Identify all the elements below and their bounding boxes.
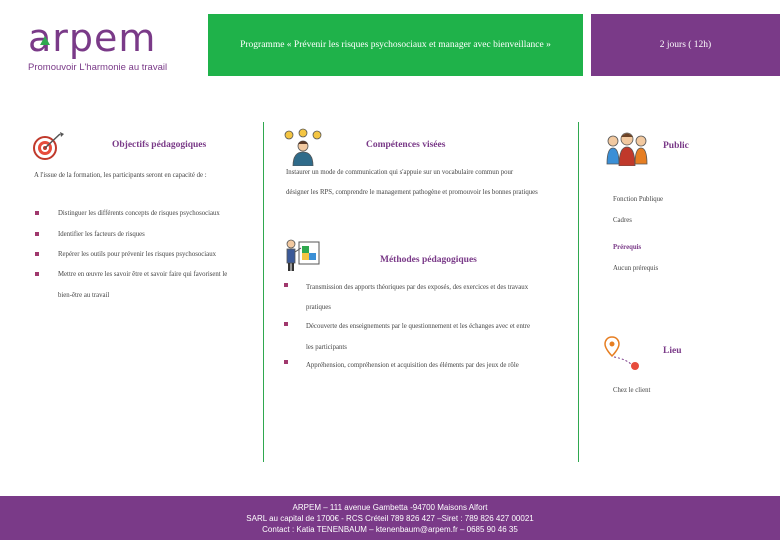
programme-banner — [208, 14, 583, 76]
programme-title: Programme « Prévenir les risques psychosociaux et manager avec bienveillance » — [240, 40, 551, 50]
duration-text: 2 jours ( 12h) — [659, 40, 712, 50]
objectif-item: Mettre en œuvre les savoir être et savoir faire qui favorisent le — [58, 271, 228, 278]
column-divider-right — [578, 122, 579, 462]
footer-address: ARPEM – 111 avenue Gambetta -94700 Maisons Alfort — [292, 503, 488, 512]
prerequis-value: Aucun prérequis — [613, 265, 659, 272]
location-pin-icon — [604, 335, 648, 371]
duration-banner — [591, 14, 780, 76]
column-divider-left — [263, 122, 264, 462]
objectifs-intro: A l'issue de la formation, les participants seront en capacité de : — [34, 172, 207, 179]
methodes-title: Méthodes pédagogiques — [380, 255, 477, 265]
public-title: Public — [663, 141, 689, 151]
objectifs-title: Objectifs pédagogiques — [112, 140, 207, 150]
methode-item-line-1: Appréhension, compréhension et acquisition des éléments par des jeux de rôle — [306, 362, 519, 369]
bullet — [35, 211, 39, 215]
person-ideas-icon — [283, 128, 323, 166]
methode-item-line-2: les participants — [306, 344, 347, 351]
lieu-title: Lieu — [663, 346, 682, 356]
objectif-item: Identifier les facteurs de risques — [58, 231, 145, 238]
objectif-item: Distinguer les différents concepts de risques psychosociaux — [58, 210, 220, 217]
competences-title: Compétences visées — [366, 140, 446, 150]
footer-company-info: SARL au capital de 1700€ - RCS Créteil 789 826 427 –Siret : 789 826 427 00021 — [246, 514, 534, 523]
lieu-value: Chez le client — [613, 387, 651, 394]
tagline: Promouvoir L'harmonie au travail — [28, 62, 168, 73]
competences-line-2: désigner les RPS, comprendre le management pathogène et promouvoir les bonnes pratiques — [286, 189, 538, 196]
bullet — [284, 322, 288, 326]
objectif-item-continuation: bien-être au travail — [58, 292, 110, 299]
bullet — [284, 360, 288, 364]
target-icon — [31, 131, 65, 161]
methode-item-line-1: Découverte des enseignements par le questionnement et les échanges avec et entre — [306, 323, 531, 330]
teaching-board-icon — [283, 238, 321, 272]
arpem-logo — [28, 16, 168, 62]
bullet — [284, 283, 288, 287]
group-people-icon — [604, 130, 650, 166]
public-item: Fonction Publique — [613, 196, 664, 203]
bullet — [35, 252, 39, 256]
methode-item-line-1: Transmission des apports théoriques par des exposés, des exercices et des travaux — [306, 284, 529, 291]
footer — [0, 496, 780, 540]
competences-line-1: Instaurer un mode de communication qui s'appuie sur un vocabulaire commun pour — [286, 169, 514, 176]
objectif-item: Repérer les outils pour prévenir les risques psychosociaux — [58, 251, 216, 258]
logo-triangle-icon — [40, 36, 50, 45]
logo-text: arpem — [28, 16, 157, 60]
public-item: Cadres — [613, 217, 632, 224]
bullet — [35, 232, 39, 236]
footer-contact: Contact : Katia TENENBAUM – ktenenbaum@arpem.fr – 0685 90 46 35 — [262, 525, 518, 534]
prerequis-title: Prérequis — [613, 244, 642, 251]
bullet — [35, 272, 39, 276]
methode-item-line-2: pratiques — [306, 304, 331, 311]
